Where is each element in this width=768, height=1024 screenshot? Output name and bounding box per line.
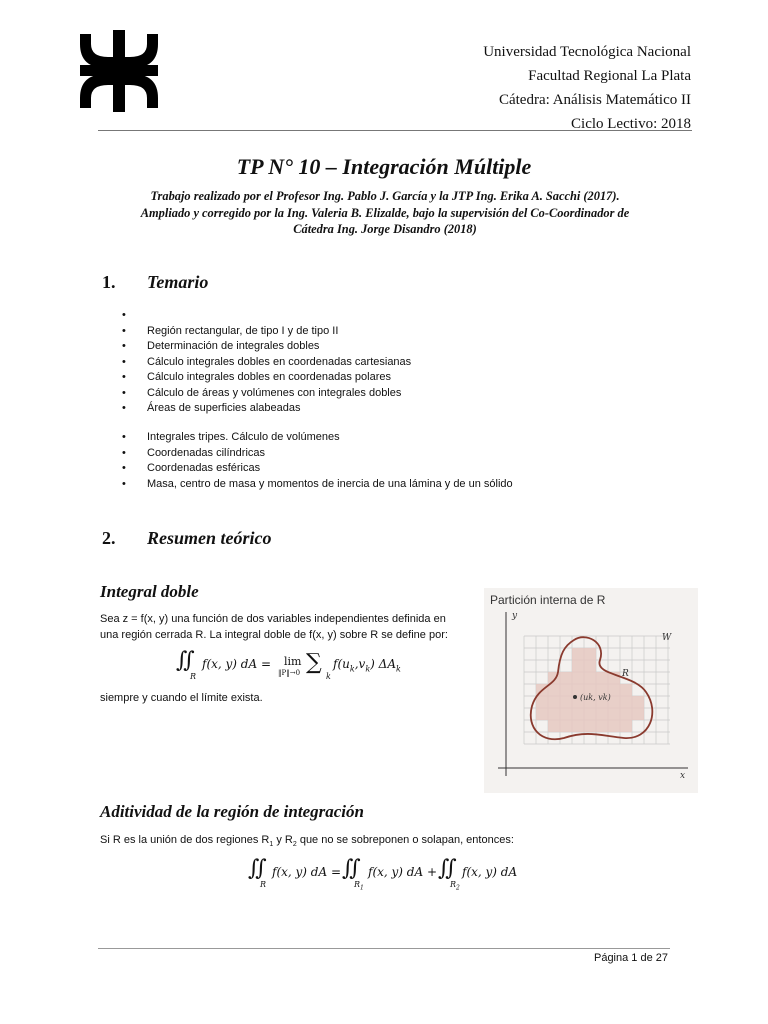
- sample-point-label: (uk, vk): [580, 693, 611, 702]
- faculty-name: Facultad Regional La Plata: [528, 68, 691, 84]
- subheading-integral-doble: Integral doble: [100, 582, 199, 601]
- section-number: 1.: [102, 272, 116, 292]
- header-info: [483, 40, 691, 136]
- header-divider: [98, 130, 692, 131]
- list-item: • Áreas de superficies alabeadas: [122, 402, 301, 414]
- list-item: • Masa, centro de masa y momentos de inercia de una lámina y de un sólido: [122, 477, 513, 490]
- byline-line: Trabajo realizado por el Profesor Ing. Pablo J. García y la JTP Ing. Erika A. Sacchi (2017).: [150, 189, 620, 203]
- utn-logo: [80, 30, 158, 112]
- definition-text: Sea z = f(x, y) una función de dos variables independientes definida en una región cerrada R. La integral doble de f(x, y) sobre R se define por:: [100, 613, 448, 641]
- additivity-text: Si R es la unión de dos regiones $R_1$ y $R_2$ que no se sobreponen o solapan, entonces:: [100, 834, 514, 849]
- x-axis-label: x: [680, 771, 686, 781]
- rectangle-w-label: W: [662, 633, 672, 643]
- byline-line: Cátedra Ing. Jorge Disandro (2018): [293, 222, 477, 236]
- section-heading-temario: [102, 272, 208, 293]
- byline-line: Ampliado y corregido por la Ing. Valeria B. Elizalde, bajo la supervisión del Co-Coordinador de: [140, 205, 630, 220]
- list-item: • Región rectangular, de tipo I y de tipo II: [122, 324, 339, 337]
- topic-list-triple: [122, 430, 513, 492]
- page-number: Página 1 de 27: [593, 952, 668, 964]
- list-item: • Cálculo integrales dobles en coordenadas polares: [122, 371, 391, 383]
- list-item: • Coordenadas esféricas: [122, 462, 261, 474]
- partition-diagram: [484, 588, 698, 793]
- footer-divider: [98, 948, 670, 949]
- topic-list-double: [122, 308, 411, 417]
- list-item: • Cálculo de áreas y volúmenes con integrales dobles: [122, 386, 402, 399]
- limit-condition-text: siempre y cuando el límite exista.: [100, 692, 263, 704]
- section-number: 2.: [102, 528, 116, 548]
- course-name: Cátedra: Análisis Matemático II: [498, 92, 691, 108]
- list-item: • Determinación de integrales dobles: [122, 340, 320, 352]
- byline: [90, 188, 680, 238]
- y-axis-label: y: [512, 611, 518, 621]
- document-title: TP N° 10 – Integración Múltiple: [236, 154, 532, 179]
- list-item: • Cálculo integrales dobles en coordenadas cartesianas: [122, 355, 412, 368]
- list-item: • Coordenadas cilíndricas: [122, 446, 266, 459]
- double-integral-definition-formula: ∬ R f(x, y) dA = lim ‖P‖→0 ∑ k $f(u_k,v_k)$ $\Delta A_k$: [176, 648, 401, 681]
- figure-title: Partición interna de R: [490, 593, 606, 607]
- list-item: •: [122, 309, 126, 321]
- section-heading-resumen: [102, 528, 272, 549]
- additivity-formula: ∬ R f(x, y) dA = ∬ $R_1$ f(x, y) dA + ∬ $R_2$ f(x, y) dA: [248, 856, 518, 892]
- list-item: • Integrales tripes. Cálculo de volúmenes: [122, 431, 340, 443]
- university-name: Universidad Tecnológica Nacional: [483, 44, 691, 60]
- academic-cycle: Ciclo Lectivo: 2018: [571, 116, 691, 132]
- section-title: Resumen teórico: [147, 528, 272, 548]
- section-title: Temario: [147, 272, 209, 292]
- internal-partition-figure: [484, 588, 698, 793]
- subheading-aditividad: Aditividad de la región de integración: [100, 802, 364, 821]
- region-r-label: R: [622, 669, 629, 679]
